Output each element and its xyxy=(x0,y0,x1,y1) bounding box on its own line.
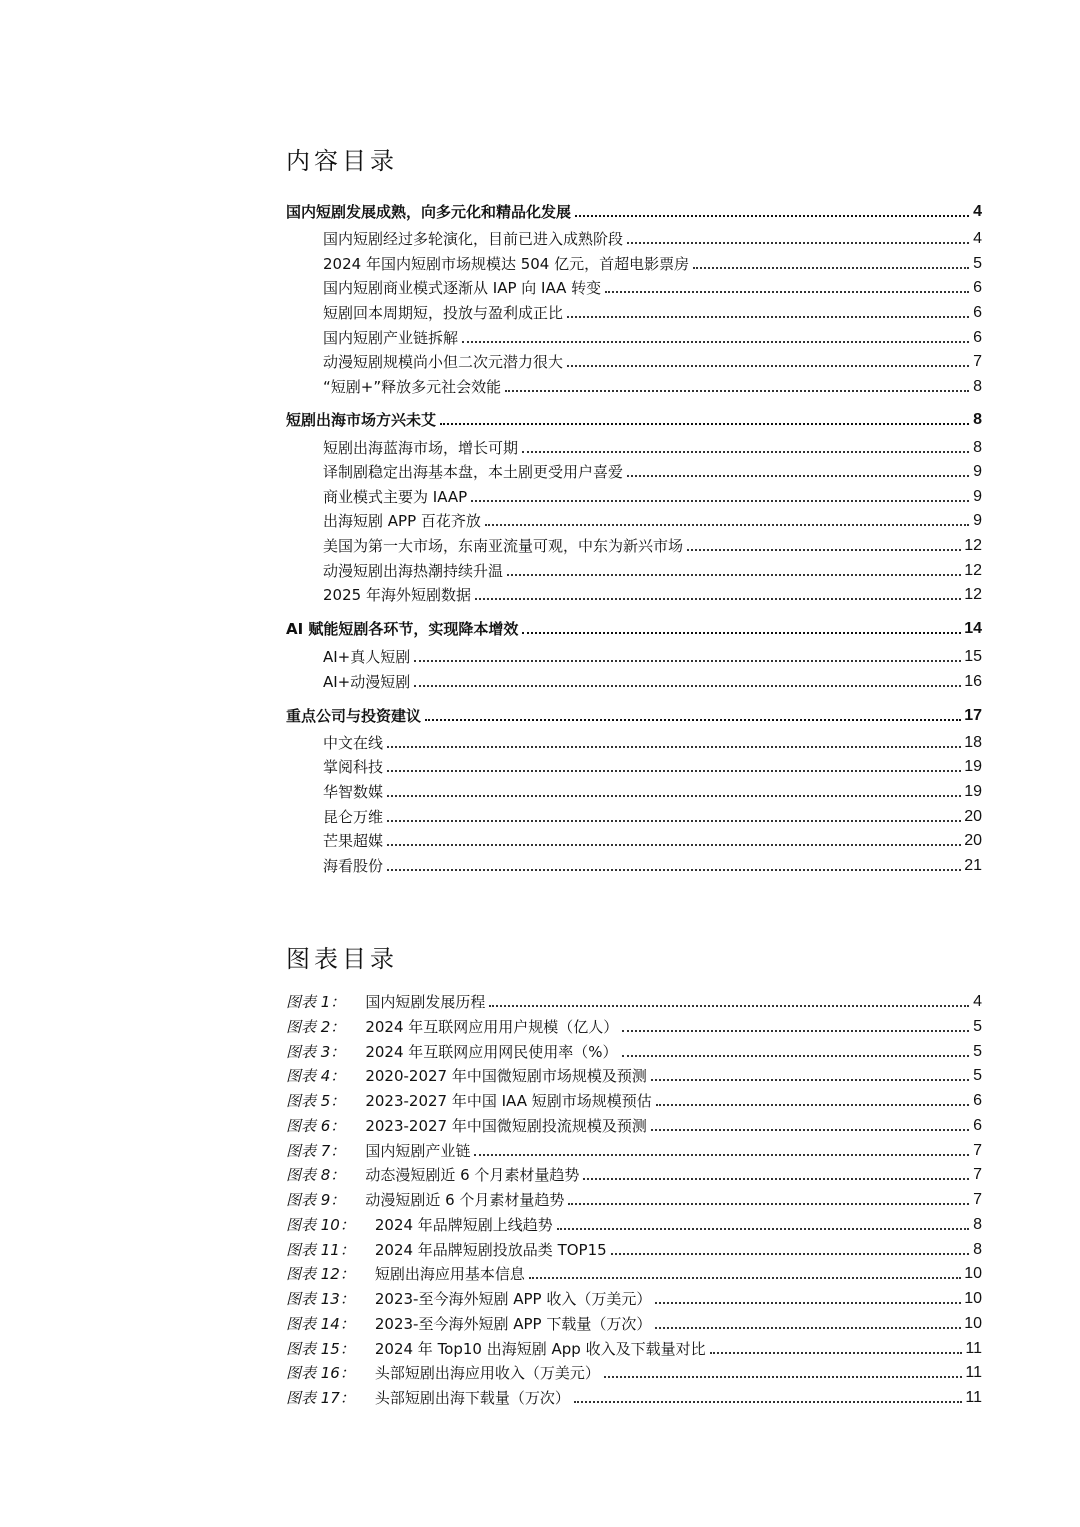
dot-leader xyxy=(425,719,961,721)
toc-subsection-entry[interactable] xyxy=(323,225,982,249)
toc-entry-title: 商业模式主要为 IAAP xyxy=(323,488,468,506)
figure-page-number: 6 xyxy=(973,1092,982,1109)
toc-entry-title: 重点公司与投资建议 xyxy=(286,707,422,725)
dot-leader xyxy=(387,869,961,871)
dot-leader xyxy=(611,1253,969,1255)
figure-list-entry[interactable] xyxy=(286,988,982,1012)
figure-number: 图表 4： xyxy=(286,1067,346,1085)
toc-page-number: 16 xyxy=(964,673,982,690)
figure-list-entry[interactable] xyxy=(286,1335,982,1359)
figure-number: 图表 11： xyxy=(286,1241,355,1259)
toc-page-number: 9 xyxy=(973,463,982,480)
toc-page-number: 18 xyxy=(964,734,982,751)
dot-leader xyxy=(507,574,961,576)
dot-leader xyxy=(655,1327,961,1329)
toc-subsection-entry[interactable] xyxy=(323,778,982,802)
dot-leader xyxy=(489,1005,969,1007)
toc-entry-title: AI 赋能短剧各环节，实现降本增效 xyxy=(286,620,519,638)
figure-title: 短剧出海应用基本信息 xyxy=(374,1265,525,1283)
toc-page-number: 12 xyxy=(964,562,982,579)
figure-title: 动态漫短剧近 6 个月素材量趋势 xyxy=(365,1166,580,1184)
dot-leader xyxy=(462,341,969,343)
figure-list-entry[interactable] xyxy=(286,1112,982,1136)
figure-title: 2024 年互联网应用网民使用率（%） xyxy=(365,1043,618,1061)
figure-list-heading: 图表目录 xyxy=(286,945,398,973)
toc-page-number: 6 xyxy=(973,304,982,321)
figure-number: 图表 2： xyxy=(286,1018,346,1036)
toc-entry-title: AI+动漫短剧 xyxy=(323,673,411,691)
figure-page-number: 6 xyxy=(973,1117,982,1134)
figure-number: 图表 9： xyxy=(286,1191,346,1209)
toc-entry-title: 出海短剧 APP 百花齐放 xyxy=(323,512,481,530)
figure-list-entry[interactable] xyxy=(286,1384,982,1408)
toc-entry-title: 短剧回本周期短，投放与盈利成正比 xyxy=(323,304,564,322)
dot-leader xyxy=(522,632,961,634)
dot-leader xyxy=(583,1178,969,1180)
dot-leader xyxy=(387,844,961,846)
dot-leader xyxy=(627,475,969,477)
dot-leader xyxy=(387,770,961,772)
toc-page-number: 6 xyxy=(973,329,982,346)
toc-subsection-entry[interactable] xyxy=(323,803,982,827)
dot-leader xyxy=(475,598,961,600)
toc-subsection-entry[interactable] xyxy=(323,299,982,323)
toc-entry-title: 短剧出海市场方兴未艾 xyxy=(286,411,437,429)
toc-subsection-entry[interactable] xyxy=(323,348,982,372)
toc-subsection-entry[interactable] xyxy=(323,324,982,348)
figure-number: 图表 17： xyxy=(286,1389,355,1407)
dot-leader xyxy=(656,1104,969,1106)
toc-entry-title: 2024 年国内短剧市场规模达 504 亿元，首超电影票房 xyxy=(323,255,690,273)
dot-leader xyxy=(604,1376,963,1378)
toc-page-number: 15 xyxy=(964,648,982,665)
figure-page-number: 7 xyxy=(973,1166,982,1183)
toc-page-number: 4 xyxy=(973,203,982,220)
toc-subsection-entry[interactable] xyxy=(323,729,982,753)
toc-entry-title: 2025 年海外短剧数据 xyxy=(323,586,471,604)
dot-leader xyxy=(557,1228,969,1230)
figure-title: 国内短剧发展历程 xyxy=(365,993,486,1011)
toc-page-number: 12 xyxy=(964,537,982,554)
dot-leader xyxy=(414,685,961,687)
dot-leader xyxy=(622,1030,969,1032)
figure-page-number: 8 xyxy=(973,1216,982,1233)
dot-leader xyxy=(568,1203,969,1205)
dot-leader xyxy=(655,1302,961,1304)
toc-subsection-entry[interactable] xyxy=(323,274,982,298)
toc-subsection-entry[interactable] xyxy=(323,458,982,482)
figure-title: 2023-至今海外短剧 APP 下载量（万次） xyxy=(374,1315,652,1333)
figure-page-number: 11 xyxy=(965,1340,982,1357)
toc-entry-title: 国内短剧商业模式逐渐从 IAP 向 IAA 转变 xyxy=(323,279,602,297)
toc-page-number: 19 xyxy=(964,758,982,775)
figure-number: 图表 15： xyxy=(286,1340,355,1358)
toc-page-number: 21 xyxy=(964,857,982,874)
toc-subsection-entry[interactable] xyxy=(323,373,982,397)
figure-list-entry[interactable] xyxy=(286,1236,982,1260)
figure-list-entry[interactable] xyxy=(286,1137,982,1161)
toc-entry-title: 昆仑万维 xyxy=(323,808,384,826)
figure-number: 图表 5： xyxy=(286,1092,346,1110)
toc-entry-title: 掌阅科技 xyxy=(323,758,384,776)
figure-title: 2024 年品牌短剧上线趋势 xyxy=(374,1216,553,1234)
toc-page-number: 7 xyxy=(973,353,982,370)
toc-entry-title: 芒果超媒 xyxy=(323,832,384,850)
toc-subsection-entry[interactable] xyxy=(323,250,982,274)
figure-list-entry[interactable] xyxy=(286,1013,982,1037)
toc-subsection-entry[interactable] xyxy=(323,532,982,556)
figure-page-number: 5 xyxy=(973,1067,982,1084)
toc-entry-title: 华智数媒 xyxy=(323,783,384,801)
figure-number: 图表 14： xyxy=(286,1315,355,1333)
figure-number: 图表 12： xyxy=(286,1265,355,1283)
figure-list-entry[interactable] xyxy=(286,1310,982,1334)
figure-title: 2023-至今海外短剧 APP 收入（万美元） xyxy=(374,1290,652,1308)
figure-list-entry[interactable] xyxy=(286,1038,982,1062)
dot-leader xyxy=(505,390,969,392)
figure-page-number: 11 xyxy=(965,1389,982,1406)
toc-page-number: 6 xyxy=(973,279,982,296)
dot-leader xyxy=(567,316,969,318)
figure-page-number: 5 xyxy=(973,1018,982,1035)
dot-leader xyxy=(529,1277,961,1279)
dot-leader xyxy=(622,1055,969,1057)
toc-page-number: 19 xyxy=(964,783,982,800)
figure-page-number: 7 xyxy=(973,1191,982,1208)
figure-title: 2023-2027 年中国 IAA 短剧市场规模预估 xyxy=(365,1092,652,1110)
toc-entry-title: “短剧+”释放多元社会效能 xyxy=(323,378,502,396)
dot-leader xyxy=(710,1352,963,1354)
figure-list-entry[interactable] xyxy=(286,1186,982,1210)
toc-page-number: 8 xyxy=(973,411,982,428)
figure-page-number: 11 xyxy=(965,1364,982,1381)
figure-list-entry[interactable] xyxy=(286,1062,982,1086)
dot-leader xyxy=(687,549,961,551)
dot-leader xyxy=(693,267,969,269)
figure-list-entry[interactable] xyxy=(286,1285,982,1309)
figure-title: 头部短剧出海应用收入（万美元） xyxy=(374,1364,600,1382)
toc-subsection-entry[interactable] xyxy=(323,753,982,777)
toc-subsection-entry[interactable] xyxy=(323,852,982,876)
toc-entry-title: 动漫短剧规模尚小但二次元潜力很大 xyxy=(323,353,564,371)
figure-title: 2024 年互联网应用用户规模（亿人） xyxy=(365,1018,619,1036)
dot-leader xyxy=(567,365,969,367)
toc-entry-title: 中文在线 xyxy=(323,734,384,752)
toc-subsection-entry[interactable] xyxy=(323,507,982,531)
figure-number: 图表 16： xyxy=(286,1364,355,1382)
toc-section-entry[interactable] xyxy=(286,198,982,222)
dot-leader xyxy=(387,746,961,748)
figure-title: 2024 年 Top10 出海短剧 App 收入及下载量对比 xyxy=(374,1340,706,1358)
figure-list-entry[interactable] xyxy=(286,1359,982,1383)
dot-leader xyxy=(575,215,969,217)
dot-leader xyxy=(651,1079,969,1081)
toc-subsection-entry[interactable] xyxy=(323,434,982,458)
toc-page-number: 8 xyxy=(973,439,982,456)
figure-number: 图表 6： xyxy=(286,1117,346,1135)
toc-page-number: 8 xyxy=(973,378,982,395)
dot-leader xyxy=(627,242,969,244)
figure-list-entry[interactable] xyxy=(286,1161,982,1185)
toc-section-entry[interactable] xyxy=(286,406,982,430)
toc-entry-title: 短剧出海蓝海市场，增长可期 xyxy=(323,439,519,457)
toc-page-number: 20 xyxy=(964,832,982,849)
toc-section-entry[interactable] xyxy=(286,702,982,726)
figure-list-entry[interactable] xyxy=(286,1260,982,1284)
toc-subsection-entry[interactable] xyxy=(323,581,982,605)
toc-page-number: 20 xyxy=(964,808,982,825)
toc-page-number: 17 xyxy=(964,707,982,724)
dot-leader xyxy=(471,500,969,502)
toc-page-number: 9 xyxy=(973,512,982,529)
figure-title: 国内短剧产业链 xyxy=(365,1142,471,1160)
dot-leader xyxy=(474,1154,969,1156)
toc-subsection-entry[interactable] xyxy=(323,827,982,851)
toc-entry-title: 译制剧稳定出海基本盘，本土剧更受用户喜爱 xyxy=(323,463,624,481)
toc-subsection-entry[interactable] xyxy=(323,483,982,507)
toc-subsection-entry[interactable] xyxy=(323,668,982,692)
toc-page-number: 9 xyxy=(973,488,982,505)
toc-subsection-entry[interactable] xyxy=(323,557,982,581)
figure-page-number: 7 xyxy=(973,1142,982,1159)
dot-leader xyxy=(414,660,961,662)
toc-heading: 内容目录 xyxy=(286,147,398,175)
figure-number: 图表 13： xyxy=(286,1290,355,1308)
figure-number: 图表 1： xyxy=(286,993,346,1011)
figure-title: 头部短剧出海下载量（万次） xyxy=(374,1389,570,1407)
figure-title: 2023-2027 年中国微短剧投流规模及预测 xyxy=(365,1117,647,1135)
toc-entry-title: 国内短剧发展成熟，向多元化和精品化发展 xyxy=(286,203,572,221)
figure-title: 动漫短剧近 6 个月素材量趋势 xyxy=(365,1191,565,1209)
figure-page-number: 5 xyxy=(973,1043,982,1060)
figure-title: 2024 年品牌短剧投放品类 TOP15 xyxy=(374,1241,607,1259)
dot-leader xyxy=(574,1401,963,1403)
dot-leader xyxy=(440,423,969,425)
toc-entry-title: 美国为第一大市场，东南亚流量可观，中东为新兴市场 xyxy=(323,537,684,555)
dot-leader xyxy=(651,1129,969,1131)
toc-page-number: 5 xyxy=(973,255,982,272)
figure-number: 图表 10： xyxy=(286,1216,355,1234)
figure-number: 图表 3： xyxy=(286,1043,346,1061)
toc-entry-title: 国内短剧产业链拆解 xyxy=(323,329,459,347)
toc-page-number: 4 xyxy=(973,230,982,247)
dot-leader xyxy=(522,451,969,453)
toc-entry-title: 国内短剧经过多轮演化，目前已进入成熟阶段 xyxy=(323,230,624,248)
toc-section-entry[interactable] xyxy=(286,615,982,639)
toc-page-number: 14 xyxy=(964,620,982,637)
toc-entry-title: 动漫短剧出海热潮持续升温 xyxy=(323,562,504,580)
dot-leader xyxy=(387,820,961,822)
figure-number: 图表 8： xyxy=(286,1166,346,1184)
toc-subsection-entry[interactable] xyxy=(323,643,982,667)
figure-page-number: 10 xyxy=(964,1265,982,1282)
figure-number: 图表 7： xyxy=(286,1142,346,1160)
toc-entry-title: 海看股份 xyxy=(323,857,384,875)
dot-leader xyxy=(605,291,969,293)
figure-page-number: 8 xyxy=(973,1241,982,1258)
figure-list-entry[interactable] xyxy=(286,1211,982,1235)
figure-page-number: 10 xyxy=(964,1315,982,1332)
dot-leader xyxy=(485,524,969,526)
figure-list-entry[interactable] xyxy=(286,1087,982,1111)
figure-page-number: 10 xyxy=(964,1290,982,1307)
dot-leader xyxy=(387,795,961,797)
figure-title: 2020-2027 年中国微短剧市场规模及预测 xyxy=(365,1067,647,1085)
toc-page-number: 12 xyxy=(964,586,982,603)
figure-page-number: 4 xyxy=(973,993,982,1010)
toc-entry-title: AI+真人短剧 xyxy=(323,648,411,666)
